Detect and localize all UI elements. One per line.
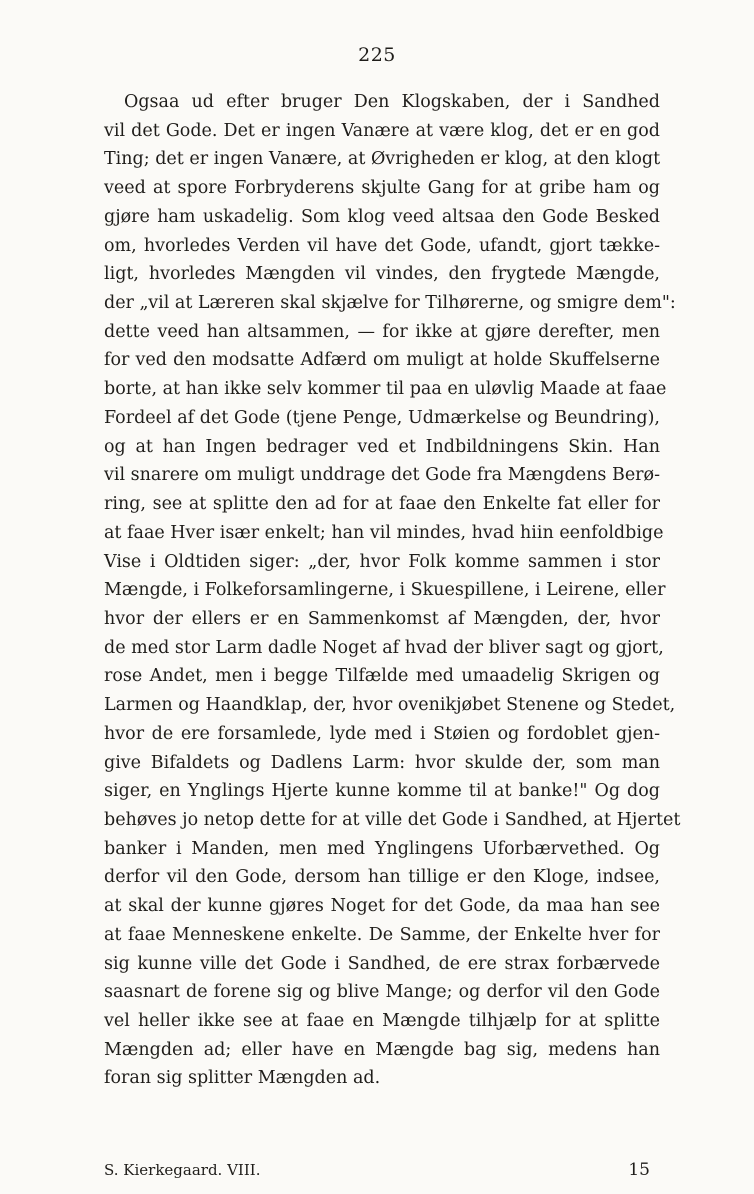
signature-mark: S. Kierkegaard. VIII. (104, 1161, 261, 1179)
text-line: for ved den modsatte Adfærd om muligt at holde Skuffelserne (104, 350, 660, 371)
text-line: rose Andet, men i begge Tilfælde med umaadelig Skrigen og (104, 666, 660, 687)
text-line: Vise i Oldtiden siger: „der, hvor Folk komme sammen i stor (104, 551, 660, 572)
text-line: at faae Menneskene enkelte. De Samme, der Enkelte hver for (104, 924, 660, 945)
text-line: dette veed han altsammen, — for ikke at gjøre derefter, men (104, 321, 660, 342)
text-line: Ogsaa ud efter bruger Den Klogskaben, der i Sandhed (124, 92, 660, 112)
text-line: ring, see at splitte den ad for at faae den Enkelte fat eller for (104, 494, 660, 515)
text-line: der „vil at Læreren skal skjælve for Tilhørerne, og smigre dem": (104, 293, 676, 314)
text-line: at skal der kunne gjøres Noget for det Gode, da maa han see (104, 896, 660, 917)
body-text (104, 88, 681, 1093)
text-line: vel heller ikke see at faae en Mængde tilhjælp for at splitte (104, 1011, 660, 1031)
text-line-last: foran sig splitter Mængden ad. (104, 1068, 381, 1089)
text-line: banker i Manden, men med Ynglingens Uforbærvethed. Og (104, 838, 660, 859)
text-line: derfor vil den Gode, dersom han tillige er den Kloge, indsee, (104, 867, 660, 888)
text-line: sig kunne ville det Gode i Sandhed, de ere strax forbærvede (104, 953, 660, 974)
text-line: Mængde, i Folkeforsamlingerne, i Skuespillene, i Leirene, eller (104, 580, 666, 601)
sheet-number: 15 (628, 1160, 650, 1180)
text-line: give Bifaldets og Dadlens Larm: hvor skulde der, som man (104, 752, 660, 773)
text-line: og at han Ingen bedrager ved et Indbildningens Skin. Han (104, 436, 660, 457)
text-line: Fordeel af det Gode (tjene Penge, Udmærkelse og Beundring), (104, 407, 660, 428)
text-line: Larmen og Haandklap, der, hvor ovenikjøbet Stenene og Stedet, (104, 695, 676, 716)
text-line: Mængden ad; eller have en Mængde bag sig, medens han (104, 1039, 660, 1060)
text-line: de med stor Larm dadle Noget af hvad der bliver sagt og gjort, (104, 637, 664, 658)
page-footer (104, 1158, 660, 1182)
text-line: vil snarere om muligt unddrage det Gode fra Mængdens Berø- (104, 465, 660, 486)
text-line: hvor de ere forsamlede, lyde med i Støien og fordoblet gjen- (104, 723, 660, 744)
text-line: borte, at han ikke selv kommer til paa en uløvlig Maade at faae (104, 379, 667, 400)
text-line: om, hvorledes Verden vil have det Gode, ufandt, gjort tække- (104, 235, 660, 256)
text-line: veed at spore Forbryderens skjulte Gang for at gribe ham og (104, 178, 660, 199)
text-line: hvor der ellers er en Sammenkomst af Mængden, der, hvor (104, 608, 660, 629)
text-line: vil det Gode. Det er ingen Vanære at være klog, det er en god (104, 120, 660, 141)
text-line: at faae Hver især enkelt; han vil mindes, hvad hiin eenfoldbige (104, 522, 664, 543)
text-line: gjøre ham uskadelig. Som klog veed altsaa den Gode Besked (104, 206, 660, 227)
text-line: behøves jo netop dette for at ville det Gode i Sandhed, at Hjertet (104, 809, 681, 830)
page-number: 225 (358, 44, 396, 66)
text-line: Ting; det er ingen Vanære, at Øvrigheden er klog, at den klogt (104, 149, 661, 170)
text-line: ligt, hvorledes Mængden vil vindes, den frygtede Mængde, (104, 264, 660, 285)
text-line: siger, en Ynglings Hjerte kunne komme til at banke!" Og dog (104, 781, 660, 802)
text-line: saasnart de forene sig og blive Mange; og derfor vil den Gode (104, 982, 660, 1003)
